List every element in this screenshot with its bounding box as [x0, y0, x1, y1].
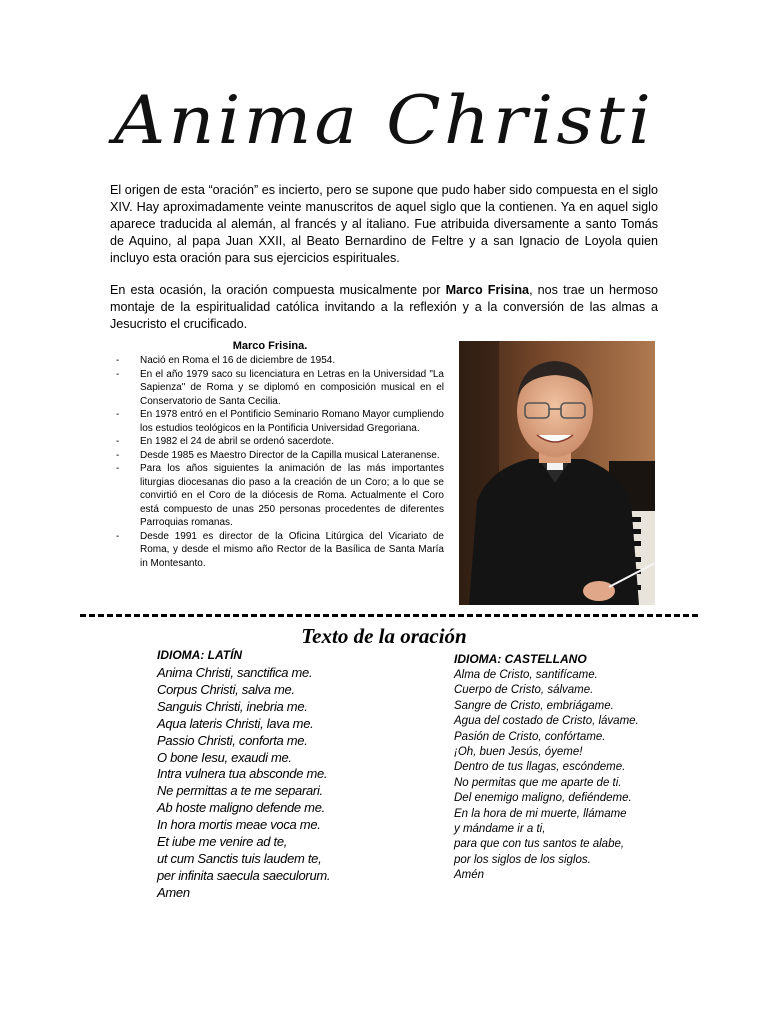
prayer-line: Anima Christi, sanctifica me. — [157, 665, 313, 680]
bio-item: - En 1978 entró en el Pontificio Seminario Romano Mayor cumpliendo los estudios teológicos en la Pontificia Universidad Gregoriana. — [116, 408, 444, 435]
bio-item: - Desde 1985 es Maestro Director de la Capilla musical Lateranense. — [116, 449, 444, 463]
intro-paragraph-origin: El origen de esta “oración” es incierto, pero se supone que pudo haber sido compuesta en el siglo XIV. Hay aproximadamente veinte manuscritos de aquel siglo que la contienen. Ya en aquel siglo aparece traducida al alemán, al francés y al italiano. Fue atribuida diversamente a santo Tomás de Aquino, al papa Juan XXII, al Beato Bernardino de Feltre y a san Ignacio de Loyola quien incluyo esta oración para sus ejercicios espirituales. — [110, 183, 658, 265]
bio-item: - Para los años siguientes la animación de las más importantes liturgias diocesanas dio paso a la creación de un Coro; a lo que se convirtió en el Coro de la diócesis de Roma. Actualmente el Coro está compuesto de unas 250 personas procedentes de diferentes Parroquias romanas. — [116, 462, 444, 530]
prayer-line: ¡Oh, buen Jesús, óyeme! — [454, 746, 583, 759]
intro-text-after: , nos trae un hermoso montaje de la espiritualidad católica invitando a la reflexión y a la conversión de las almas a Jesucristo el crucificado. — [110, 283, 658, 331]
prayer-line: Alma de Cristo, santifícame. — [454, 669, 598, 681]
prayer-line: Amen — [157, 884, 190, 900]
latin-prayer-text — [157, 665, 330, 902]
castellano-prayer-text — [454, 668, 639, 884]
prayer-line: Passio Christi, conforta me. — [157, 732, 308, 748]
prayer-line: No permitas que me aparte de ti. — [454, 776, 622, 789]
prayer-line: Agua del costado de Cristo, lávame. — [454, 715, 639, 728]
prayer-line: En la hora de mi muerte, llámame — [454, 807, 627, 820]
composer-photo — [459, 341, 655, 605]
prayer-line: Ne permittas a te me separari. — [157, 783, 323, 799]
prayer-line: Corpus Christi, salva me. — [157, 681, 295, 697]
composer-name: Marco Frisina — [445, 283, 530, 297]
prayer-line: O bone Iesu, exaudi me. — [157, 749, 292, 765]
prayer-line: Et iube me venire ad te, — [157, 834, 288, 850]
document-title: Anima Christi — [113, 82, 655, 159]
prayer-line: Sangre de Cristo, embriágame. — [454, 699, 614, 712]
prayer-line: por los siglos de los siglos. — [454, 853, 591, 866]
intro-paragraph-frisina — [110, 282, 658, 333]
prayer-line: per infinita saecula saeculorum. — [157, 867, 331, 883]
bio-item: - En el año 1979 saco su licenciatura en Letras en la Universidad "La Sapienza" de Roma y se diplomó en composición musical en el Conservatorio de Santa Cecilia. — [116, 368, 444, 409]
prayer-line: Sanguis Christi, inebria me. — [157, 698, 308, 714]
prayer-line: Ab hoste maligno defende me. — [157, 800, 325, 816]
latin-heading: IDIOMA: LATÍN — [157, 648, 243, 662]
bio-title: Marco Frisina. — [232, 340, 308, 352]
prayer-line: Pasión de Cristo, confórtame. — [454, 730, 606, 743]
prayer-line: In hora mortis meae voca me. — [157, 817, 321, 833]
bio-item: - Nació en Roma el 16 de diciembre de 1954. — [116, 354, 444, 368]
castellano-heading: IDIOMA: CASTELLANO — [454, 652, 587, 666]
prayer-line: Del enemigo maligno, defiéndeme. — [454, 792, 632, 805]
prayer-line: y mándame ir a ti, — [454, 823, 546, 836]
intro-text-before: En esta ocasión, la oración compuesta musicalmente por — [110, 283, 446, 297]
prayer-line: Intra vulnera tua absconde me. — [157, 766, 328, 782]
section-divider — [80, 614, 698, 617]
prayer-line: para que con tus santos te alabe, — [454, 838, 625, 851]
prayer-line: Cuerpo de Cristo, sálvame. — [454, 684, 594, 697]
prayer-line: Amén — [454, 869, 485, 882]
prayer-line: ut cum Sanctis tuis laudem te, — [157, 850, 322, 866]
bio-list — [116, 354, 444, 570]
prayer-line: Aqua lateris Christi, lava me. — [157, 715, 314, 731]
bio-item: - En 1982 el 24 de abril se ordenó sacerdote. — [116, 435, 444, 449]
prayer-section-title: Texto de la oración — [301, 624, 467, 648]
composer-photo-illustration — [459, 341, 655, 605]
prayer-line: Dentro de tus llagas, escóndeme. — [454, 761, 626, 774]
bio-item: - Desde 1991 es director de la Oficina Litúrgica del Vicariato de Roma, y desde el mismo año Rector de la Basílica de Santa María in Montesanto. — [116, 530, 444, 571]
